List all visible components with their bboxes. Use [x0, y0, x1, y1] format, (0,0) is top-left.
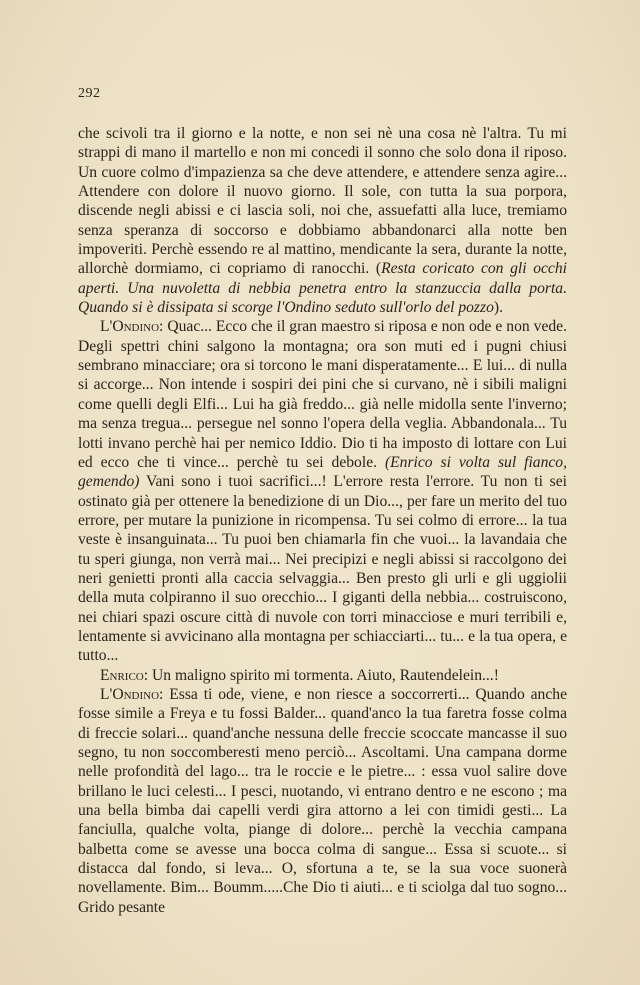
text-segment: : Un maligno spirito mi tormenta. Aiuto, Rautendelein...! [143, 666, 499, 684]
paragraph [78, 124, 567, 317]
stage-direction: Resta coricato con gli occhi aperti. Una nuvoletta di nebbia penetra entro la stanzuccia dalla porta. Quando si è dissipata si scorge l'Ondino seduto sull'orlo del pozzo [78, 260, 567, 317]
page-text [78, 124, 567, 917]
paragraph [78, 317, 567, 665]
paragraph [78, 685, 567, 917]
text-segment: Vani sono i tuoi sacrifici...! L'errore resta l'errore. Tu non ti sei ostinato già per ottenere la benedizione di un Dio..., per fare un merito del tuo errore, per mutare la punizione in ricompensa. Tu sei colmo di errore... la tua veste è insanguinata... Tu puoi ben chiamarla fin che vuoi... la lavandaia che tu speri giunga, non verrà mai... Nei precipizi e negli abissi si raccolgono dei neri genietti pronti alla caccia selvaggia... Ben presto gli urli e gli uggiolii della muta colpiranno il suo orecchio... I giganti della nebbia... costruiscono, nei chiari spazi oscure città di nuvole con torri minacciose e muri terribili e, lentamente si avvicinano alla montagna per schiacciarti... tu... e la tua opera, e tutto... [78, 473, 567, 665]
speaker-name: L'Ondino [100, 318, 160, 336]
paragraph [78, 666, 567, 685]
stage-direction: (Enrico si volta sul fianco, gemendo) [78, 453, 567, 491]
text-segment: : Essa ti ode, viene, e non riesce a soccorrerti... Quando anche fosse simile a Freya e tu fossi Balder... quand'anco la tua faretra fosse colma di freccie solari... quand'anche nessuna delle freccie scoccate mancasse il suo segno, tu non soccomberesti meno perciò... Ascoltami. Una campana dorme nelle profondità del lago... tra le roccie e le pietre... : essa vuol salire dove brillano le luci celesti... I pesci, nuotando, vi entrano dentro e ne escono ; ma una bella bimba dai capelli verdi gira attorno a lei con timidi gesti... La fanciulla, qualche volta, piange di dolore... perchè la vecchia campana balbetta come se avesse una bocca colma di sangue... Essa si scuote... si distacca dal fondo, si leva... O, sfortuna a te, se la sua voce suonerà novellamente. Bim... Boumm.....Che Dio ti aiuti... e ti sciolga dal tuo sogno... Grido pesante [78, 685, 567, 916]
page-number: 292 [78, 86, 101, 101]
speaker-name: L'Ondino [100, 685, 160, 703]
speaker-name: Enrico [100, 666, 144, 684]
text-segment: : Quac... Ecco che il gran maestro si riposa e non ode e non vede. Degli spettri chini salgono la montagna; ora son muti ed i pugni chiusi sembrano minacciare; ora si torcono le mani disperatamente... E lui... di nulla si accorge... Non intende i sospiri dei pini che si curvano, nè i sibili maligni come quelli degli Elfi... Lui ha già freddo... già nelle midolla sente l'inverno; ma senza tregua... persegue nel sonno l'opera della veglia. Abbandonala... Tu lotti invano perchè hai per nemico Iddio. Dio ti ha imposto di lottare con Lui ed ecco che ti vince... perchè tu sei debole. [78, 318, 567, 471]
text-segment: ). [493, 299, 503, 317]
text-segment: che scivoli tra il giorno e la notte, e non sei nè una cosa nè l'altra. Tu mi strappi di mano il martello e non mi concedi il sonno che solo dona il riposo. Un cuore colmo d'impazienza sa che deve attendere, e attendere senza agire... Attendere con dolore il nuovo giorno. Il sole, con tutta la sua porpora, discende negli abissi e ci lascia soli, noi che, assuefatti alla luce, tremiamo senza speranza di soccorso e dobbiamo abbandonarci alla notte ben impoveriti. Perchè essendo re al mattino, mendicante la sera, durante la notte, allorchè dormiamo, ci copriamo di ranocchi. ( [78, 125, 567, 278]
